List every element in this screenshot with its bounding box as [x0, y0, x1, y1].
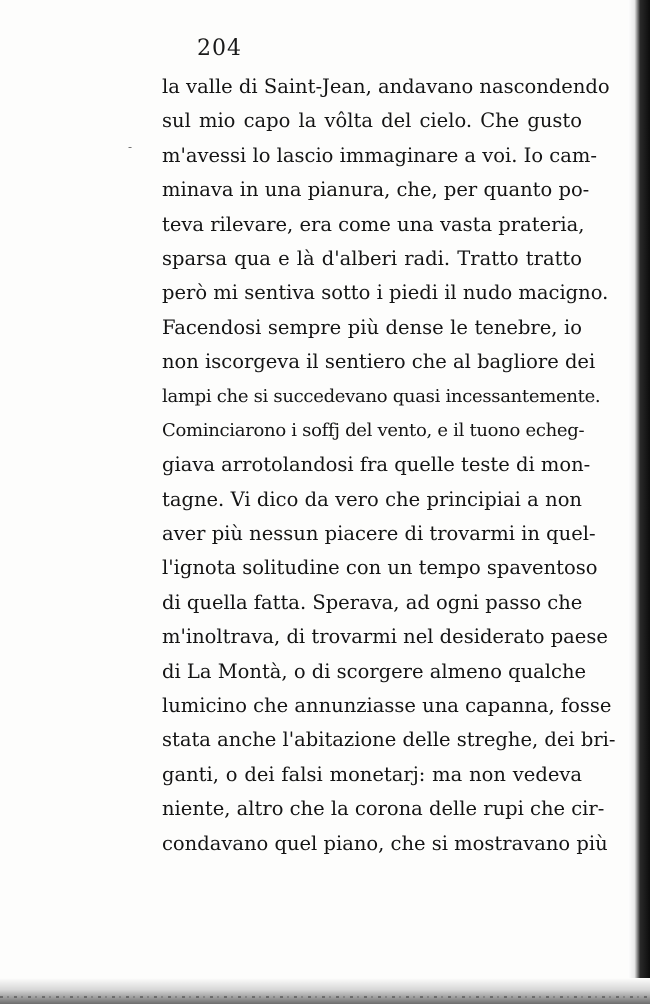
text-line: teva rilevare, era come una vasta prateria,	[162, 212, 585, 236]
text-line: minava in una pianura, che, per quanto po-	[162, 178, 590, 202]
text-line: l'ignota solitudine con un tempo spaventoso	[162, 556, 598, 580]
text-line: aver più nessun piacere di trovarmi in quel-	[162, 522, 596, 546]
text-line: lampi che si succedevano quasi incessantemente.	[162, 385, 601, 407]
text-line: la valle di Saint-Jean, andavano nascondendo	[162, 75, 610, 98]
text-line: lumicino che annunziasse una capanna, fosse	[162, 694, 612, 718]
text-line: di La Montà, o di scorgere almeno qualche	[162, 659, 587, 683]
text-line: sul mio capo la vôlta del cielo. Che gusto	[162, 109, 582, 133]
text-line: tagne. Vi dico da vero che principiai a non	[162, 487, 582, 511]
text-line: giava arrotolandosi fra quelle teste di mon-	[162, 453, 591, 477]
text-line: Cominciarono i soffj del vento, e il tuono echeg-	[162, 419, 585, 441]
text-line: però mi sentiva sotto i piedi il nudo macigno.	[162, 281, 609, 305]
page-edge-shadow	[628, 0, 650, 1004]
text-line: non iscorgeva il sentiero che al bagliore dei	[162, 350, 596, 374]
text-line: stata anche l'abitazione delle streghe, dei bri-	[162, 728, 616, 752]
body-text	[162, 70, 616, 861]
page-bottom-edge	[0, 978, 650, 1004]
text-line: condavano quel piano, che si mostravano più	[162, 831, 608, 855]
text-line: m'inoltrava, di trovarmi nel desiderato paese	[162, 625, 608, 649]
text-line: ganti, o dei falsi monetarj: ma non vedeva	[162, 762, 582, 786]
text-line: m'avessi lo lascio immaginare a voi. Io cam-	[162, 143, 597, 167]
page-number: 204	[197, 36, 242, 61]
text-line: di quella fatta. Sperava, ad ogni passo che	[162, 590, 583, 614]
text-line: niente, altro che la corona delle rupi che cir-	[162, 797, 605, 821]
margin-mark: -	[128, 140, 133, 154]
text-line: Facendosi sempre più dense le tenebre, io	[162, 315, 582, 339]
text-line: sparsa qua e là d'alberi radi. Tratto tratto	[162, 246, 582, 270]
